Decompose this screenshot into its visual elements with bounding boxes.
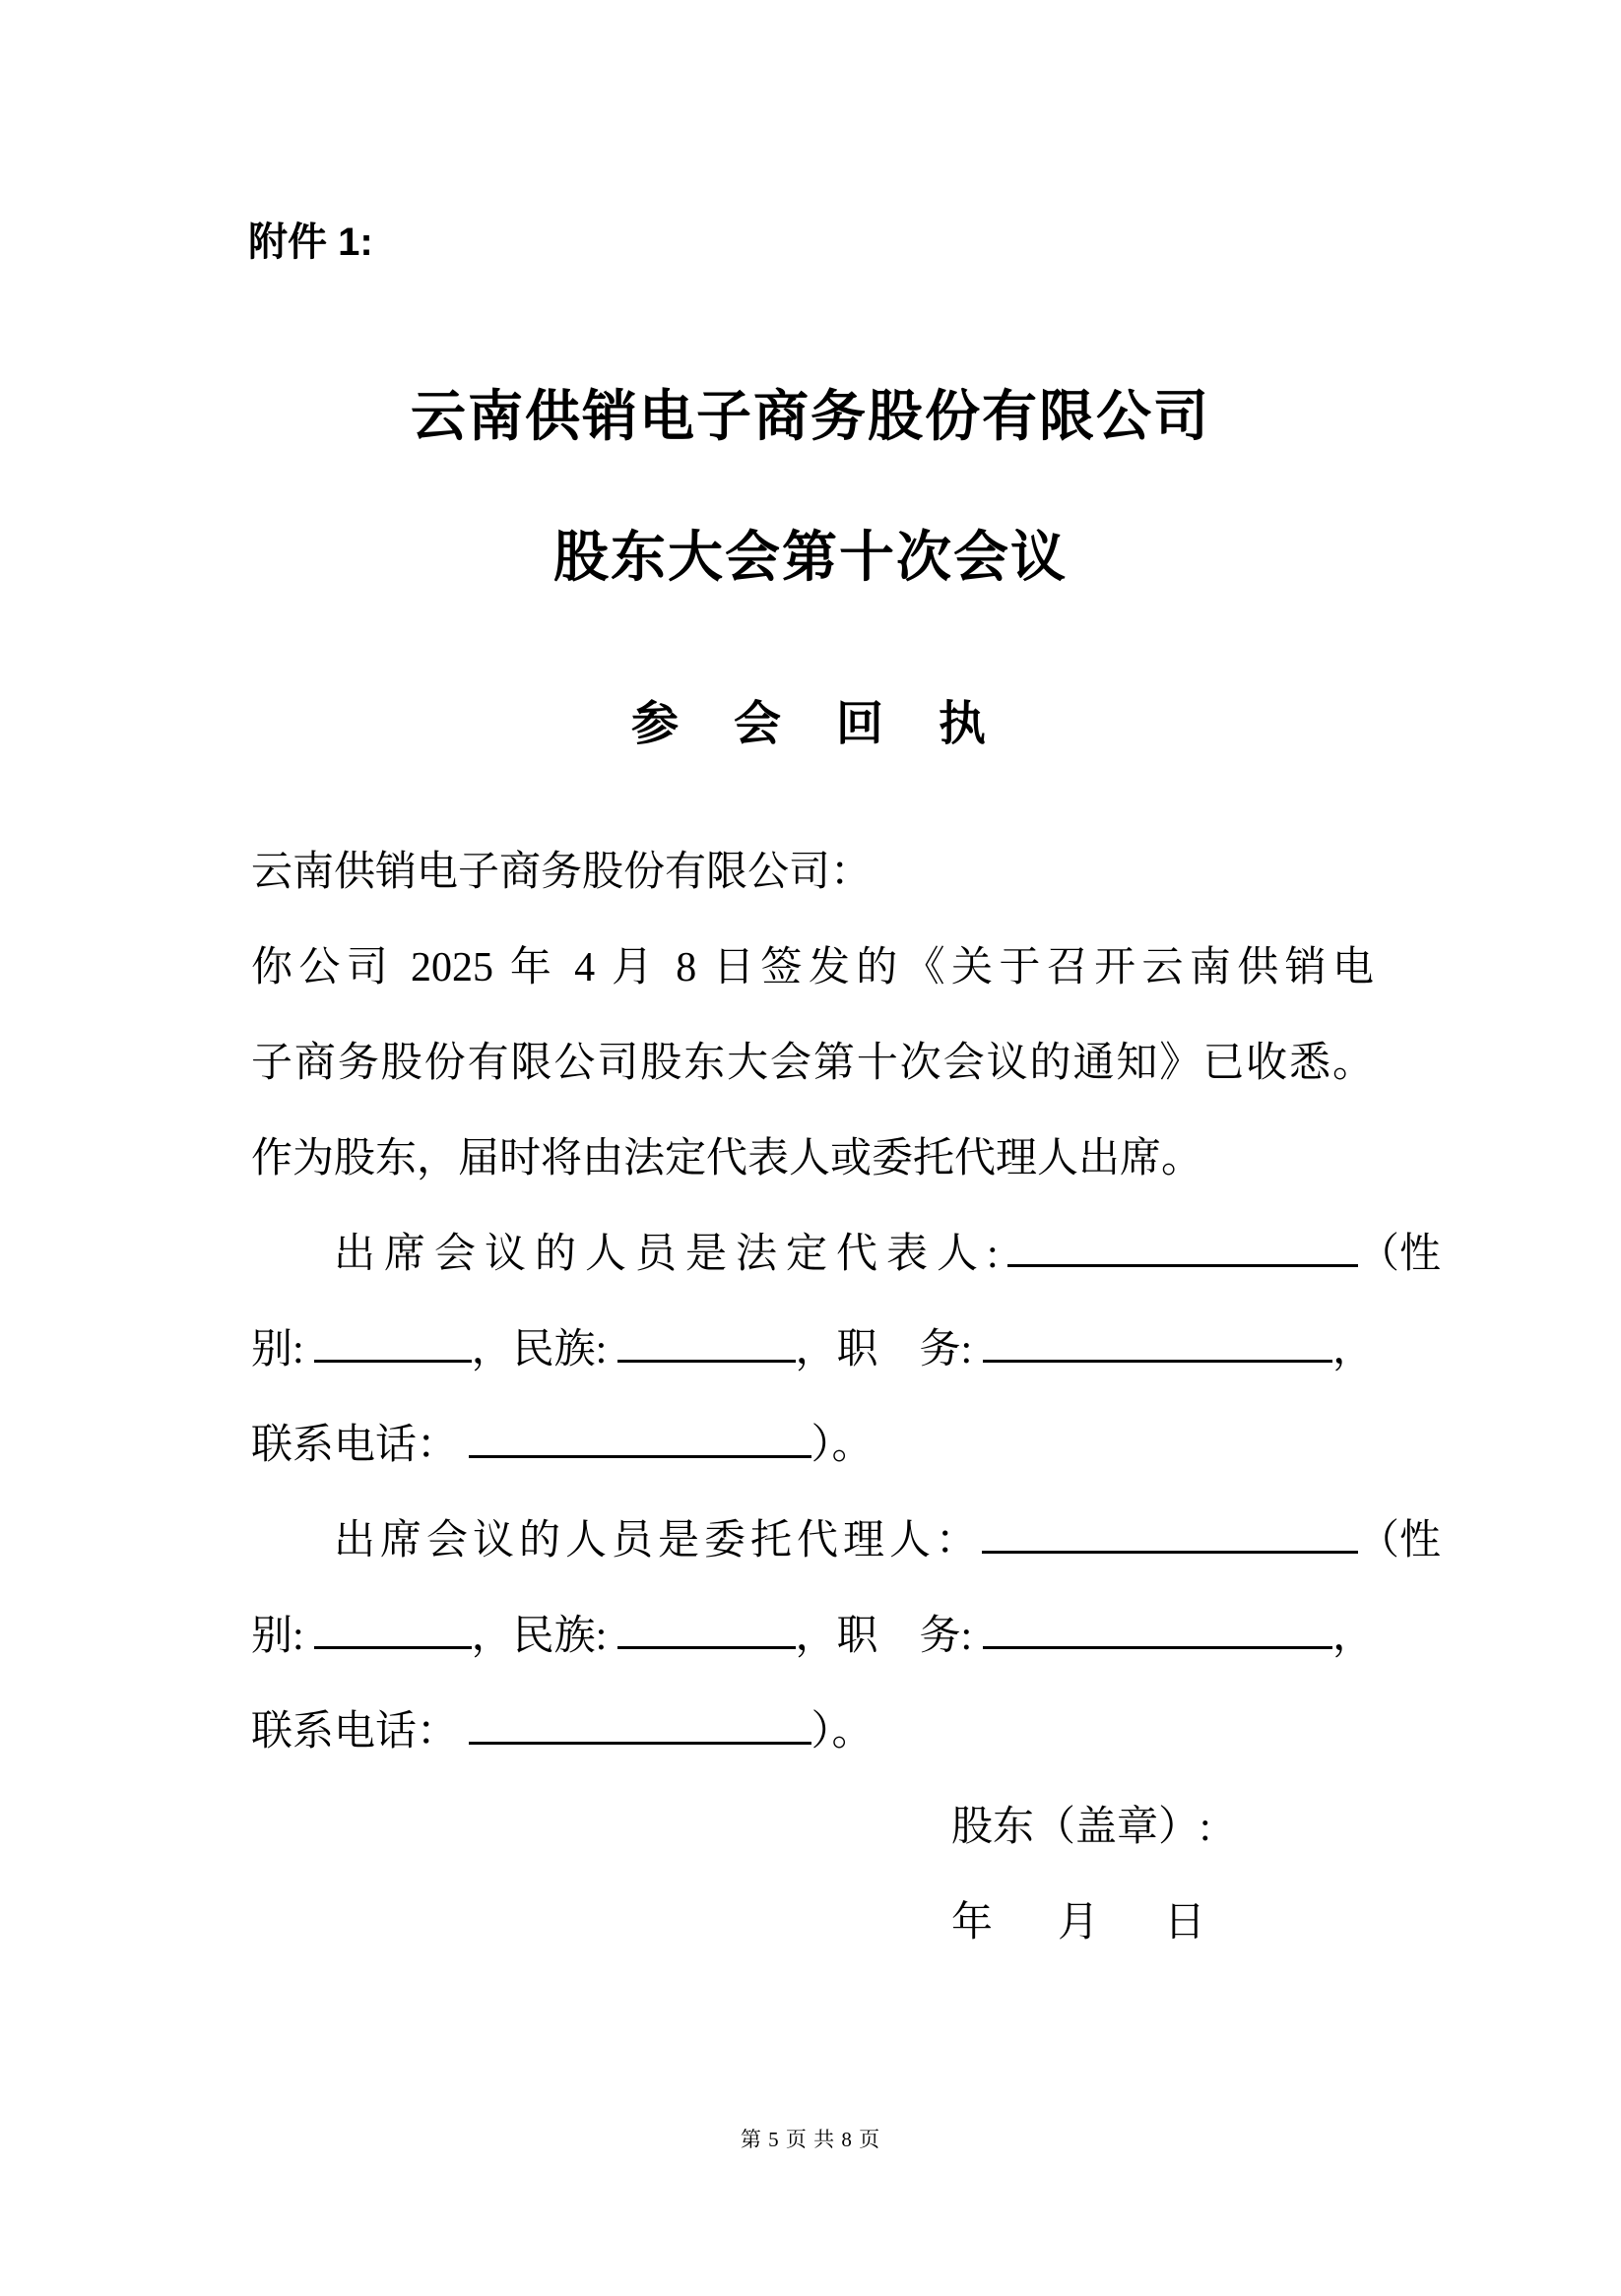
gender-blank: [314, 1358, 472, 1363]
shareholder-seal-line: 股东（盖章）:: [951, 1804, 1211, 1850]
position-label: ，职 务:: [795, 1613, 983, 1659]
phone-label: 联系电话：: [251, 1708, 469, 1754]
proxy-details-line: [251, 1589, 1374, 1685]
reply-slip-title: 参 会 回 执: [630, 698, 990, 751]
phone-blank: [469, 1740, 811, 1745]
document-body: [0, 825, 1621, 1971]
phone-blank: [469, 1453, 811, 1458]
position-label: ，职 务:: [795, 1326, 983, 1372]
phone-label: 联系电话：: [251, 1422, 469, 1468]
proxy-tail-text: （性: [1357, 1517, 1441, 1563]
position-blank: [983, 1358, 1332, 1363]
paragraph-line: 你公司 2025 年 4 月 8 日签发的《关于召开云南供销电: [251, 944, 1374, 990]
comma-text: ，: [1331, 1326, 1374, 1372]
legal-rep-details-line: [251, 1303, 1374, 1398]
proxy-line: [251, 1494, 1441, 1589]
legal-rep-tail-text: （性: [1357, 1231, 1441, 1277]
paragraph-line: 子商务股份有限公司股东大会第十次会议的通知》已收悉。: [251, 1040, 1374, 1086]
ethnicity-blank: [617, 1644, 796, 1649]
salutation-line: 云南供销电子商务股份有限公司：: [251, 849, 873, 895]
comma-text: ，: [1331, 1613, 1374, 1659]
signature-block: [951, 1780, 1374, 1971]
legal-rep-name-blank: [1007, 1262, 1358, 1267]
ethnicity-label: ，民族:: [471, 1326, 617, 1372]
position-blank: [983, 1644, 1332, 1649]
paragraph-line: 作为股东，届时将由法定代表人或委托代理人出席。: [251, 1135, 1203, 1181]
proxy-lead-text: 出席会议的人员是委托代理人：: [334, 1517, 983, 1563]
legal-rep-lead-text: 出席会议的人员是法定代表人:: [334, 1231, 1007, 1277]
company-title: 云南供销电子商务股份有限公司: [411, 387, 1210, 448]
closing-paren-text: ）。: [810, 1422, 874, 1468]
legal-rep-line: [251, 1207, 1441, 1303]
legal-rep-phone-line: [251, 1398, 1374, 1494]
meeting-title: 股东大会第十次会议: [553, 527, 1068, 589]
gender-blank: [314, 1644, 472, 1649]
ethnicity-label: ，民族:: [471, 1613, 617, 1659]
date-line: 年 月 日: [951, 1899, 1218, 1945]
gender-label: 别:: [251, 1326, 315, 1372]
closing-paren-text: ）。: [810, 1708, 874, 1754]
proxy-name-blank: [982, 1549, 1358, 1554]
proxy-phone-line: [251, 1685, 1374, 1780]
page-number: 第 5 页 共 8 页: [740, 2128, 881, 2151]
gender-label: 别:: [251, 1613, 315, 1659]
ethnicity-blank: [617, 1358, 796, 1363]
attachment-label: 附件 1:: [248, 221, 373, 264]
